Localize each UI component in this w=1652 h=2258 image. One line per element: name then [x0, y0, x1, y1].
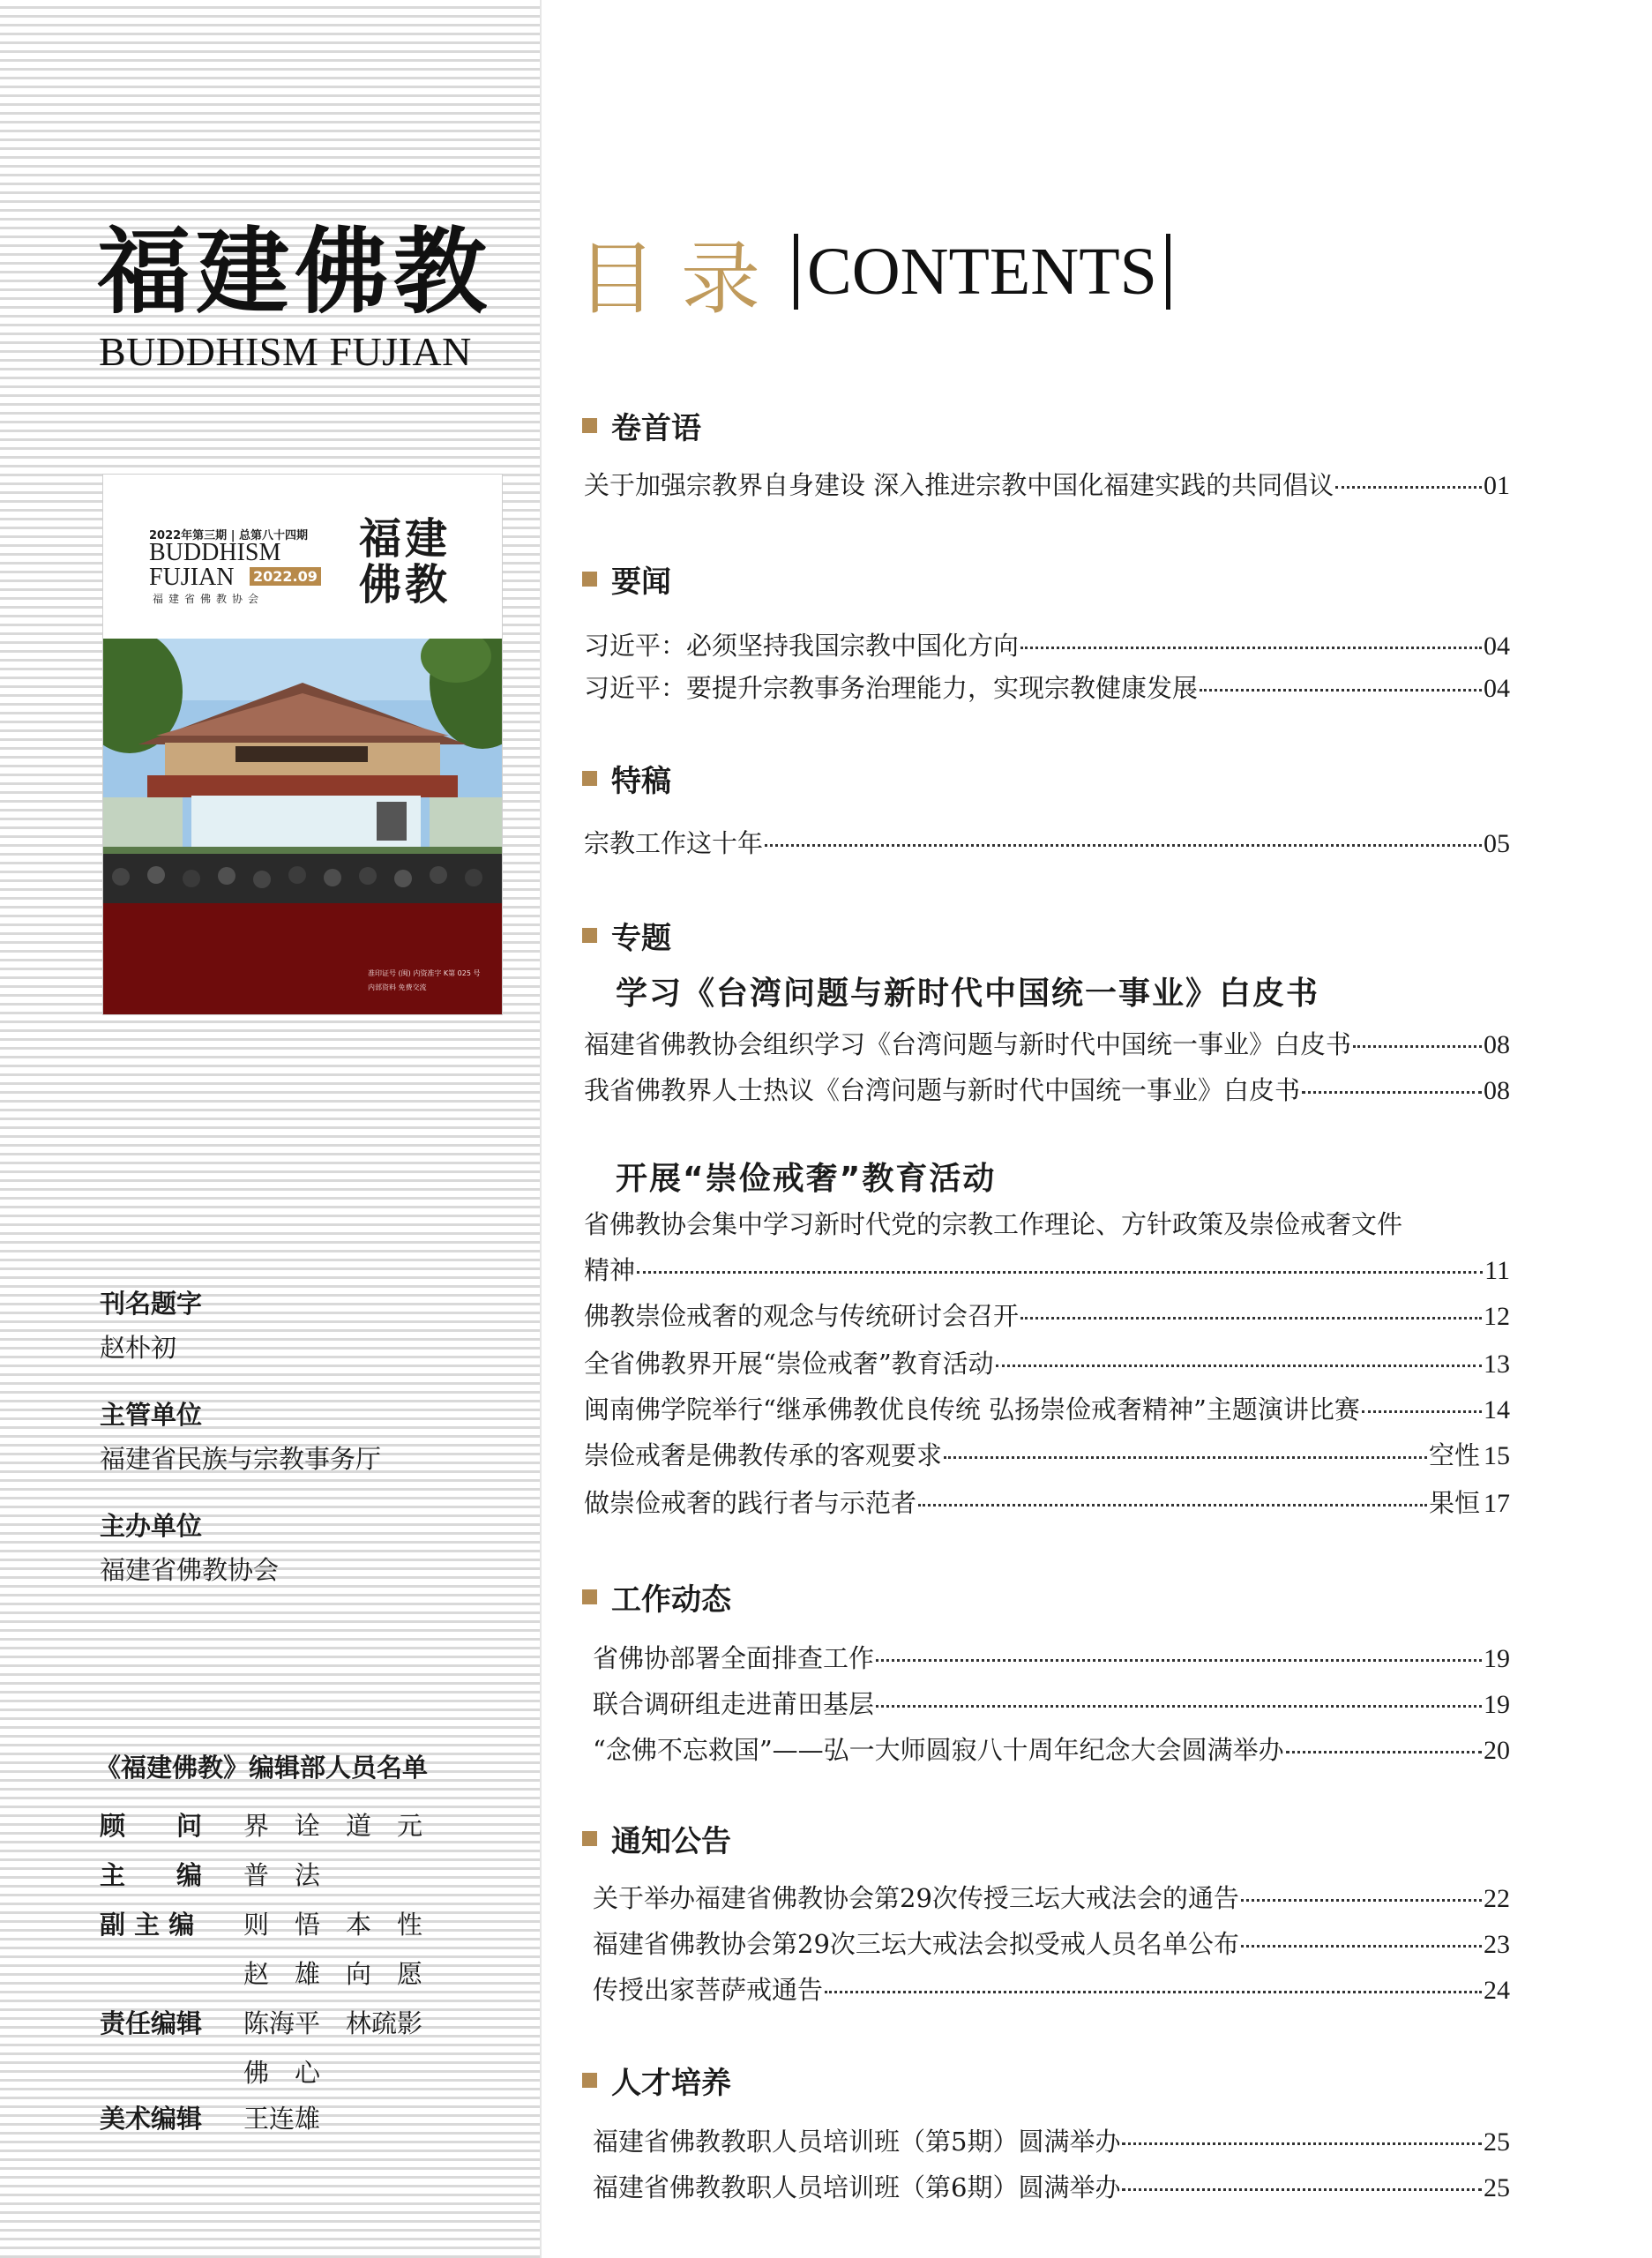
cover-fine-print-2: 内部资料 免费交流	[368, 983, 427, 991]
toc-entry[interactable]	[593, 1731, 1510, 1767]
toc-entry[interactable]	[584, 669, 1510, 705]
supervisor-label: 主管单位	[100, 1400, 203, 1430]
toc-entry-page: 05	[1484, 829, 1510, 858]
section-marker	[582, 1831, 597, 1846]
section-marker	[582, 2073, 597, 2088]
toc-entry[interactable]	[584, 1297, 1510, 1333]
toc-entry-title: 福建省佛教教职人员培训班（第6期）圆满举办	[593, 2172, 1121, 2202]
calligraphy-label: 刊名题字	[100, 1289, 203, 1319]
toc-entry-title: 闽南佛学院举行“继承佛教优良传统 弘扬崇俭戒奢精神”主题演讲比赛	[584, 1394, 1360, 1424]
toc-entry-page: 23	[1484, 1930, 1510, 1959]
toc-entry-page: 19	[1484, 1644, 1510, 1673]
leader-dots	[1020, 647, 1482, 649]
staff-names: 陈海平 林疏影	[243, 2008, 423, 2038]
brand-logo-zh: 福建佛教	[97, 216, 492, 326]
section-marker	[582, 572, 597, 587]
cover-fine-print-1: 准印证号 (闽) 内资准字 K第 025 号	[368, 969, 481, 977]
toc-entry-title: “念佛不忘救国”——弘一大师圆寂八十周年纪念大会圆满举办	[593, 1735, 1284, 1765]
toc-entry-page: 04	[1484, 674, 1510, 703]
toc-entry-title: 佛教崇俭戒奢的观念与传统研讨会召开	[584, 1301, 1020, 1331]
toc-entry[interactable]	[593, 1970, 1510, 2007]
toc-entry-title: 精神	[584, 1255, 636, 1285]
toc-entry-page: 11	[1484, 1256, 1510, 1285]
title-divider	[1166, 234, 1170, 310]
cover-logo: 福建佛教	[359, 514, 452, 609]
section-heading	[582, 2059, 731, 2102]
section-marker	[582, 771, 597, 786]
staff-names: 普 法	[243, 1860, 321, 1890]
section-marker	[582, 928, 597, 943]
toc-entry[interactable]	[584, 1071, 1510, 1107]
section-heading-text: 人才培养	[611, 2066, 731, 2101]
toc-entry-title: 传授出家菩萨戒通告	[593, 1975, 824, 2005]
toc-entry-page: 25	[1484, 2173, 1510, 2202]
cover-red-band	[103, 903, 502, 1014]
toc-entry-page: 20	[1484, 1736, 1510, 1765]
toc-entry[interactable]	[584, 1390, 1510, 1426]
leader-dots	[765, 844, 1482, 847]
toc-entry-title: 福建省佛教协会组织学习《台湾问题与新时代中国统一事业》白皮书	[584, 1029, 1352, 1059]
topic-subheading: 学习《台湾问题与新时代中国统一事业》白皮书	[616, 976, 1320, 1012]
cover-date-badge: 2022.09	[250, 567, 321, 586]
section-heading	[582, 404, 701, 447]
sponsor-label: 主办单位	[100, 1511, 203, 1541]
title-divider	[794, 234, 798, 310]
staff-names: 赵 雄 向 愿	[243, 1959, 423, 1989]
brand-logo-en: BUDDHISM FUJIAN	[99, 329, 472, 374]
staff-list-title: 《福建佛教》编辑部人员名单	[95, 1753, 429, 1783]
leader-dots	[1302, 1091, 1482, 1094]
toc-entry-title: 关于举办福建省佛教协会第29次传授三坛大戒法会的通告	[593, 1883, 1239, 1913]
staff-role: 主 编	[100, 1860, 203, 1890]
leader-dots	[1353, 1045, 1482, 1048]
toc-entry-page: 14	[1484, 1395, 1510, 1424]
supervisor-value: 福建省民族与宗教事务厅	[100, 1444, 382, 1474]
toc-entry-title: 习近平：必须坚持我国宗教中国化方向	[584, 631, 1020, 661]
section-heading-text: 特稿	[611, 764, 671, 799]
staff-role: 美术编辑	[100, 2104, 203, 2134]
leader-dots	[1241, 1899, 1482, 1902]
toc-entry-page: 12	[1484, 1302, 1510, 1331]
section-heading	[582, 557, 671, 601]
cover-title-en-2: FUJIAN	[149, 564, 235, 591]
toc-entry[interactable]	[584, 1436, 1510, 1472]
cover-thumbnail	[103, 475, 502, 1014]
toc-entry-page: 19	[1484, 1690, 1510, 1719]
toc-entry[interactable]	[593, 1925, 1510, 1961]
toc-entry-title: 我省佛教界人士热议《台湾问题与新时代中国统一事业》白皮书	[584, 1075, 1301, 1105]
toc-entry-title: 宗教工作这十年	[584, 828, 764, 858]
toc-entry-page: 25	[1484, 2127, 1510, 2157]
toc-title-zh: 目录	[577, 233, 785, 325]
toc-entry[interactable]	[593, 2122, 1510, 2158]
toc-entry-page: 01	[1484, 471, 1510, 500]
section-heading	[582, 1817, 731, 1860]
toc-entry-title: 福建省佛教教职人员培训班（第5期）圆满举办	[593, 2127, 1121, 2157]
toc-entry-title: 关于加强宗教界自身建设 深入推进宗教中国化福建实践的共同倡议	[584, 470, 1334, 500]
toc-entry-title[interactable]: 省佛教协会集中学习新时代党的宗教工作理论、方针政策及崇俭戒奢文件	[584, 1209, 1403, 1239]
toc-title	[577, 228, 1179, 325]
toc-entry-author: 空性	[1428, 1440, 1480, 1470]
section-marker	[582, 1589, 597, 1604]
staff-role: 顾 问	[100, 1811, 203, 1841]
staff-names: 王连雄	[243, 2104, 321, 2134]
leader-dots	[1122, 2142, 1482, 2145]
toc-entry[interactable]	[584, 1025, 1510, 1061]
leader-dots	[1122, 2188, 1482, 2191]
leader-dots	[1286, 1751, 1482, 1753]
leader-dots	[637, 1271, 1483, 1274]
cover-photo	[103, 639, 502, 903]
toc-entry-page: 13	[1484, 1350, 1510, 1379]
toc-entry-page: 24	[1484, 1976, 1510, 2005]
leader-dots	[1020, 1317, 1482, 1320]
toc-entry-author: 果恒	[1428, 1488, 1480, 1518]
toc-entry-page: 22	[1484, 1884, 1510, 1913]
staff-role: 责任编辑	[100, 2008, 203, 2038]
toc-entry[interactable]	[593, 1639, 1510, 1675]
section-marker	[582, 418, 597, 433]
toc-entry-title: 习近平：要提升宗教事务治理能力，实现宗教健康发展	[584, 673, 1199, 703]
toc-entry-title: 联合调研组走进莆田基层	[593, 1689, 875, 1719]
toc-entry[interactable]	[584, 1344, 1510, 1380]
cover-org: 福建省佛教协会	[153, 593, 265, 605]
toc-entry[interactable]	[584, 1251, 1510, 1287]
toc-title-en: CONTENTS	[807, 234, 1157, 309]
toc-entry[interactable]	[584, 1484, 1510, 1520]
toc-entry-page: 04	[1484, 632, 1510, 661]
sponsor-value: 福建省佛教协会	[100, 1555, 280, 1585]
leader-dots	[825, 1991, 1482, 1993]
staff-names: 则 悟 本 性	[243, 1910, 423, 1940]
cover-issue-line: 2022年第三期 | 总第八十四期	[149, 529, 308, 542]
staff-role: 副 主 编	[100, 1910, 195, 1940]
section-heading-text: 通知公告	[611, 1824, 731, 1859]
section-heading	[582, 757, 671, 800]
staff-names: 佛 心	[243, 2058, 321, 2088]
leader-dots	[1200, 689, 1482, 692]
section-heading-text: 专题	[611, 921, 671, 956]
section-heading-text: 卷首语	[611, 411, 701, 446]
toc-entry-page: 08	[1484, 1030, 1510, 1059]
toc-entry-title: 福建省佛教协会第29次三坛大戒法会拟受戒人员名单公布	[593, 1929, 1239, 1959]
toc-entry-title: 崇俭戒奢是佛教传承的客观要求	[584, 1440, 943, 1470]
toc-entry-title: 省佛协部署全面排查工作	[593, 1643, 875, 1673]
toc-entry-title: 全省佛教界开展“崇俭戒奢”教育活动	[584, 1349, 994, 1379]
leader-dots	[1241, 1945, 1482, 1948]
toc-entry-page: 08	[1484, 1076, 1510, 1105]
toc-entry-page: 15	[1484, 1441, 1510, 1470]
leader-dots	[1335, 486, 1482, 489]
section-heading	[582, 914, 671, 957]
cover-title-en-1: BUDDHISM	[149, 539, 281, 566]
leader-dots	[876, 1705, 1482, 1708]
calligraphy-value: 赵朴初	[100, 1333, 177, 1363]
toc-entry-page: 17	[1484, 1489, 1510, 1518]
section-heading-text: 工作动态	[611, 1582, 731, 1618]
leader-dots	[918, 1504, 1427, 1507]
topic-subheading: 开展“崇俭戒奢”教育活动	[616, 1161, 997, 1197]
toc-entry[interactable]	[593, 1879, 1510, 1915]
section-heading-text: 要闻	[611, 564, 671, 600]
leader-dots	[944, 1456, 1427, 1459]
leader-dots	[996, 1365, 1482, 1367]
toc-entry[interactable]	[584, 466, 1510, 502]
toc-entry[interactable]	[593, 1685, 1510, 1721]
toc-entry-title: 做崇俭戒奢的践行者与示范者	[584, 1488, 917, 1518]
toc-entry[interactable]	[584, 824, 1510, 860]
staff-names: 界 诠 道 元	[243, 1811, 423, 1841]
toc-entry[interactable]	[584, 626, 1510, 662]
section-heading	[582, 1575, 731, 1619]
leader-dots	[1362, 1410, 1482, 1413]
toc-entry[interactable]	[593, 2168, 1510, 2204]
leader-dots	[876, 1659, 1482, 1662]
